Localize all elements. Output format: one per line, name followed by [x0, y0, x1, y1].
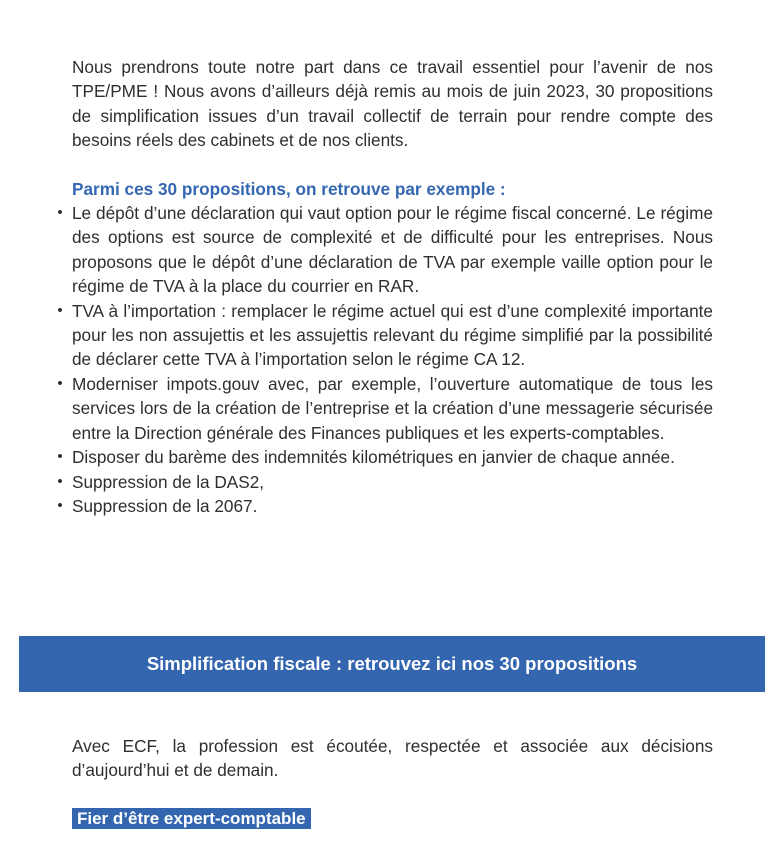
outro-section	[72, 734, 713, 783]
intro-paragraph: Nous prendrons toute notre part dans ce travail essentiel pour l’avenir de nos TPE/PME ! Nous avons d’ailleurs déjà remis au mois de juin 2023, 30 propositions de simplification issues d’un travail collectif de terrain pour rendre compte des besoins réels des cabinets et de nos clients.	[72, 57, 713, 151]
list-item-text: Le dépôt d’une déclaration qui vaut option pour le régime fiscal concerné. Le régime des options est source de complexité et de difficulté pour les entreprises. Nous proposons que le dépôt d’une déclaration de TVA par exemple vaille option pour le régime de TVA à la place du courrier en RAR.	[72, 203, 713, 297]
list-item	[57, 372, 713, 445]
tagline-badge: Fier d’être expert-comptable	[72, 808, 311, 829]
proposals-link-label: Simplification fiscale : retrouvez ici nos 30 propositions	[146, 653, 638, 674]
main-content	[57, 55, 713, 518]
proposals-list	[57, 201, 713, 518]
list-item-text: Moderniser impots.gouv avec, par exemple, l’ouverture automatique de tous les services lors de la création de l’entreprise et la création d’une messagerie sécurisée entre la Direction générale des Finances publiques et les experts-comptables.	[72, 373, 713, 443]
list-item	[57, 201, 713, 299]
list-item	[57, 494, 713, 518]
list-item-text: Disposer du barème des indemnités kilométriques en janvier de chaque année.	[72, 447, 675, 468]
list-item	[57, 445, 713, 469]
bullet-icon: •	[57, 496, 63, 514]
proposals-heading: Parmi ces 30 propositions, on retrouve par exemple :	[72, 178, 506, 199]
proposals-link-button[interactable]	[19, 636, 765, 692]
list-item	[57, 299, 713, 372]
bullet-icon: •	[57, 204, 63, 222]
bullet-icon: •	[57, 374, 63, 392]
list-item-text: TVA à l’importation : remplacer le régime actuel qui est d’une complexité importante pour les non assujettis et les assujettis relevant du régime simplifié par la possibilité de déclarer cette TVA à l’importation selon le régime CA 12.	[72, 300, 713, 370]
bullet-icon: •	[57, 301, 63, 319]
list-item-text: Suppression de la DAS2,	[72, 471, 265, 492]
bullet-icon: •	[57, 472, 63, 490]
list-item	[57, 470, 713, 494]
outro-paragraph: Avec ECF, la profession est écoutée, respectée et associée aux décisions d’aujourd’hui et de demain.	[72, 736, 713, 781]
list-item-text: Suppression de la 2067.	[72, 495, 258, 516]
bullet-icon: •	[57, 448, 63, 466]
